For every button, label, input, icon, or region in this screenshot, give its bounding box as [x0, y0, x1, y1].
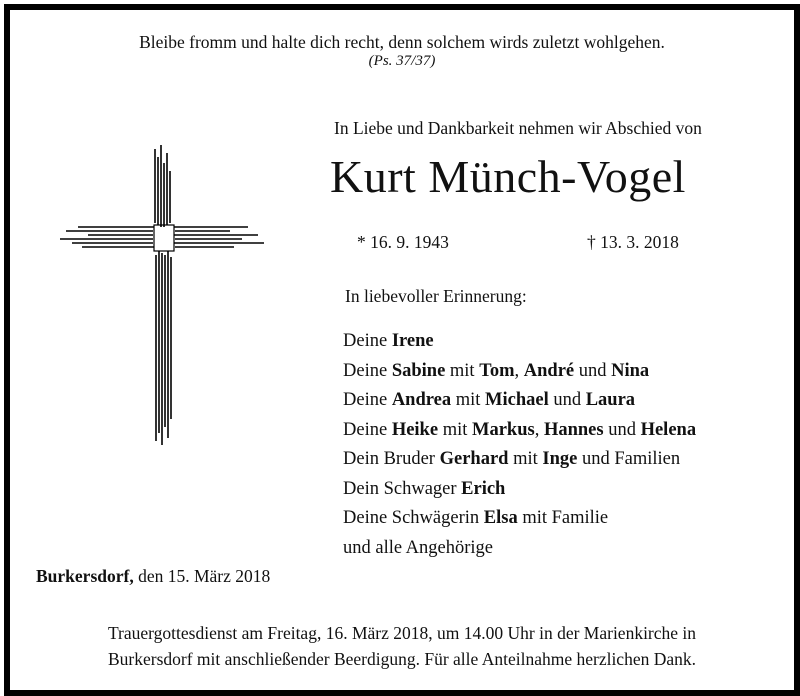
- mourner-text: und: [548, 390, 586, 410]
- cross-icon: [58, 143, 268, 448]
- service-line: Trauergottesdienst am Freitag, 16. März 2018, um 14.00 Uhr in der Marienkirche in: [107, 623, 697, 643]
- mourner-line: [343, 386, 696, 416]
- mourner-line: [343, 504, 696, 534]
- obituary-notice: [4, 4, 800, 696]
- mourner-name: Michael: [485, 390, 549, 410]
- mourner-name: Nina: [611, 360, 650, 381]
- mourner-name: Markus: [471, 419, 535, 440]
- mourner-text: und: [603, 419, 641, 440]
- mourner-text: mit: [451, 390, 486, 410]
- mourner-line: [343, 327, 696, 357]
- mourner-text: Deine: [343, 419, 392, 440]
- memory-heading: In liebevoller Erinnerung:: [345, 286, 527, 306]
- mourner-text: mit: [445, 360, 480, 381]
- mourner-text: ,: [534, 419, 544, 440]
- mourner-name: Heike: [391, 419, 439, 440]
- mourner-text: mit: [508, 449, 543, 469]
- birth-date: * 16. 9. 1943: [357, 232, 449, 252]
- mourner-text: und alle Angehörige: [343, 537, 494, 558]
- mourner-text: Dein Bruder: [343, 449, 440, 469]
- mourner-text: Deine: [343, 390, 392, 410]
- mourner-text: Dein Schwager: [343, 478, 462, 499]
- mourner-name: Gerhard: [439, 449, 509, 469]
- mourner-name: Hannes: [543, 419, 604, 440]
- mourner-text: Deine: [343, 360, 392, 381]
- place: Burkersdorf,: [36, 566, 134, 586]
- verse-reference: (Ps. 37/37): [368, 53, 436, 69]
- mourner-name: Helena: [640, 419, 697, 440]
- farewell-intro: In Liebe und Dankbarkeit nehmen wir Abschied von: [334, 118, 702, 138]
- mourner-name: Tom: [479, 360, 515, 381]
- mourner-line: [343, 534, 696, 564]
- deceased-name: Kurt Münch-Vogel: [330, 151, 686, 202]
- death-date: † 13. 3. 2018: [587, 232, 679, 252]
- mourner-name: Sabine: [391, 360, 446, 381]
- mourner-name: Irene: [391, 331, 434, 351]
- place-date: [36, 566, 270, 587]
- mourner-text: mit Familie: [517, 508, 609, 528]
- service-notice: [10, 620, 794, 672]
- mourner-text: und: [574, 360, 612, 381]
- mourner-name: Inge: [542, 449, 578, 469]
- service-line: Burkersdorf mit anschließender Beerdigung. Für alle Anteilnahme herzlichen Dank.: [107, 649, 696, 669]
- mourner-name: Andrea: [391, 390, 452, 410]
- mourners-list: [343, 327, 696, 563]
- mourner-name: Erich: [461, 478, 506, 499]
- mourner-name: Elsa: [483, 508, 518, 528]
- mourner-line: [343, 416, 696, 446]
- mourner-text: ,: [514, 360, 524, 381]
- mourner-line: [343, 357, 696, 387]
- mourner-name: Laura: [585, 390, 636, 410]
- mourner-text: und Familien: [577, 449, 681, 469]
- mourner-text: mit: [438, 419, 472, 440]
- mourner-line: [343, 445, 696, 475]
- mourner-text: Deine Schwägerin: [343, 508, 484, 528]
- mourner-name: André: [523, 360, 575, 381]
- bible-verse: Bleibe fromm und halte dich recht, denn solchem wirds zuletzt wohlgehen.: [139, 32, 665, 52]
- date: den 15. März 2018: [133, 566, 271, 586]
- mourner-line: [343, 475, 696, 505]
- mourner-text: Deine: [343, 331, 392, 351]
